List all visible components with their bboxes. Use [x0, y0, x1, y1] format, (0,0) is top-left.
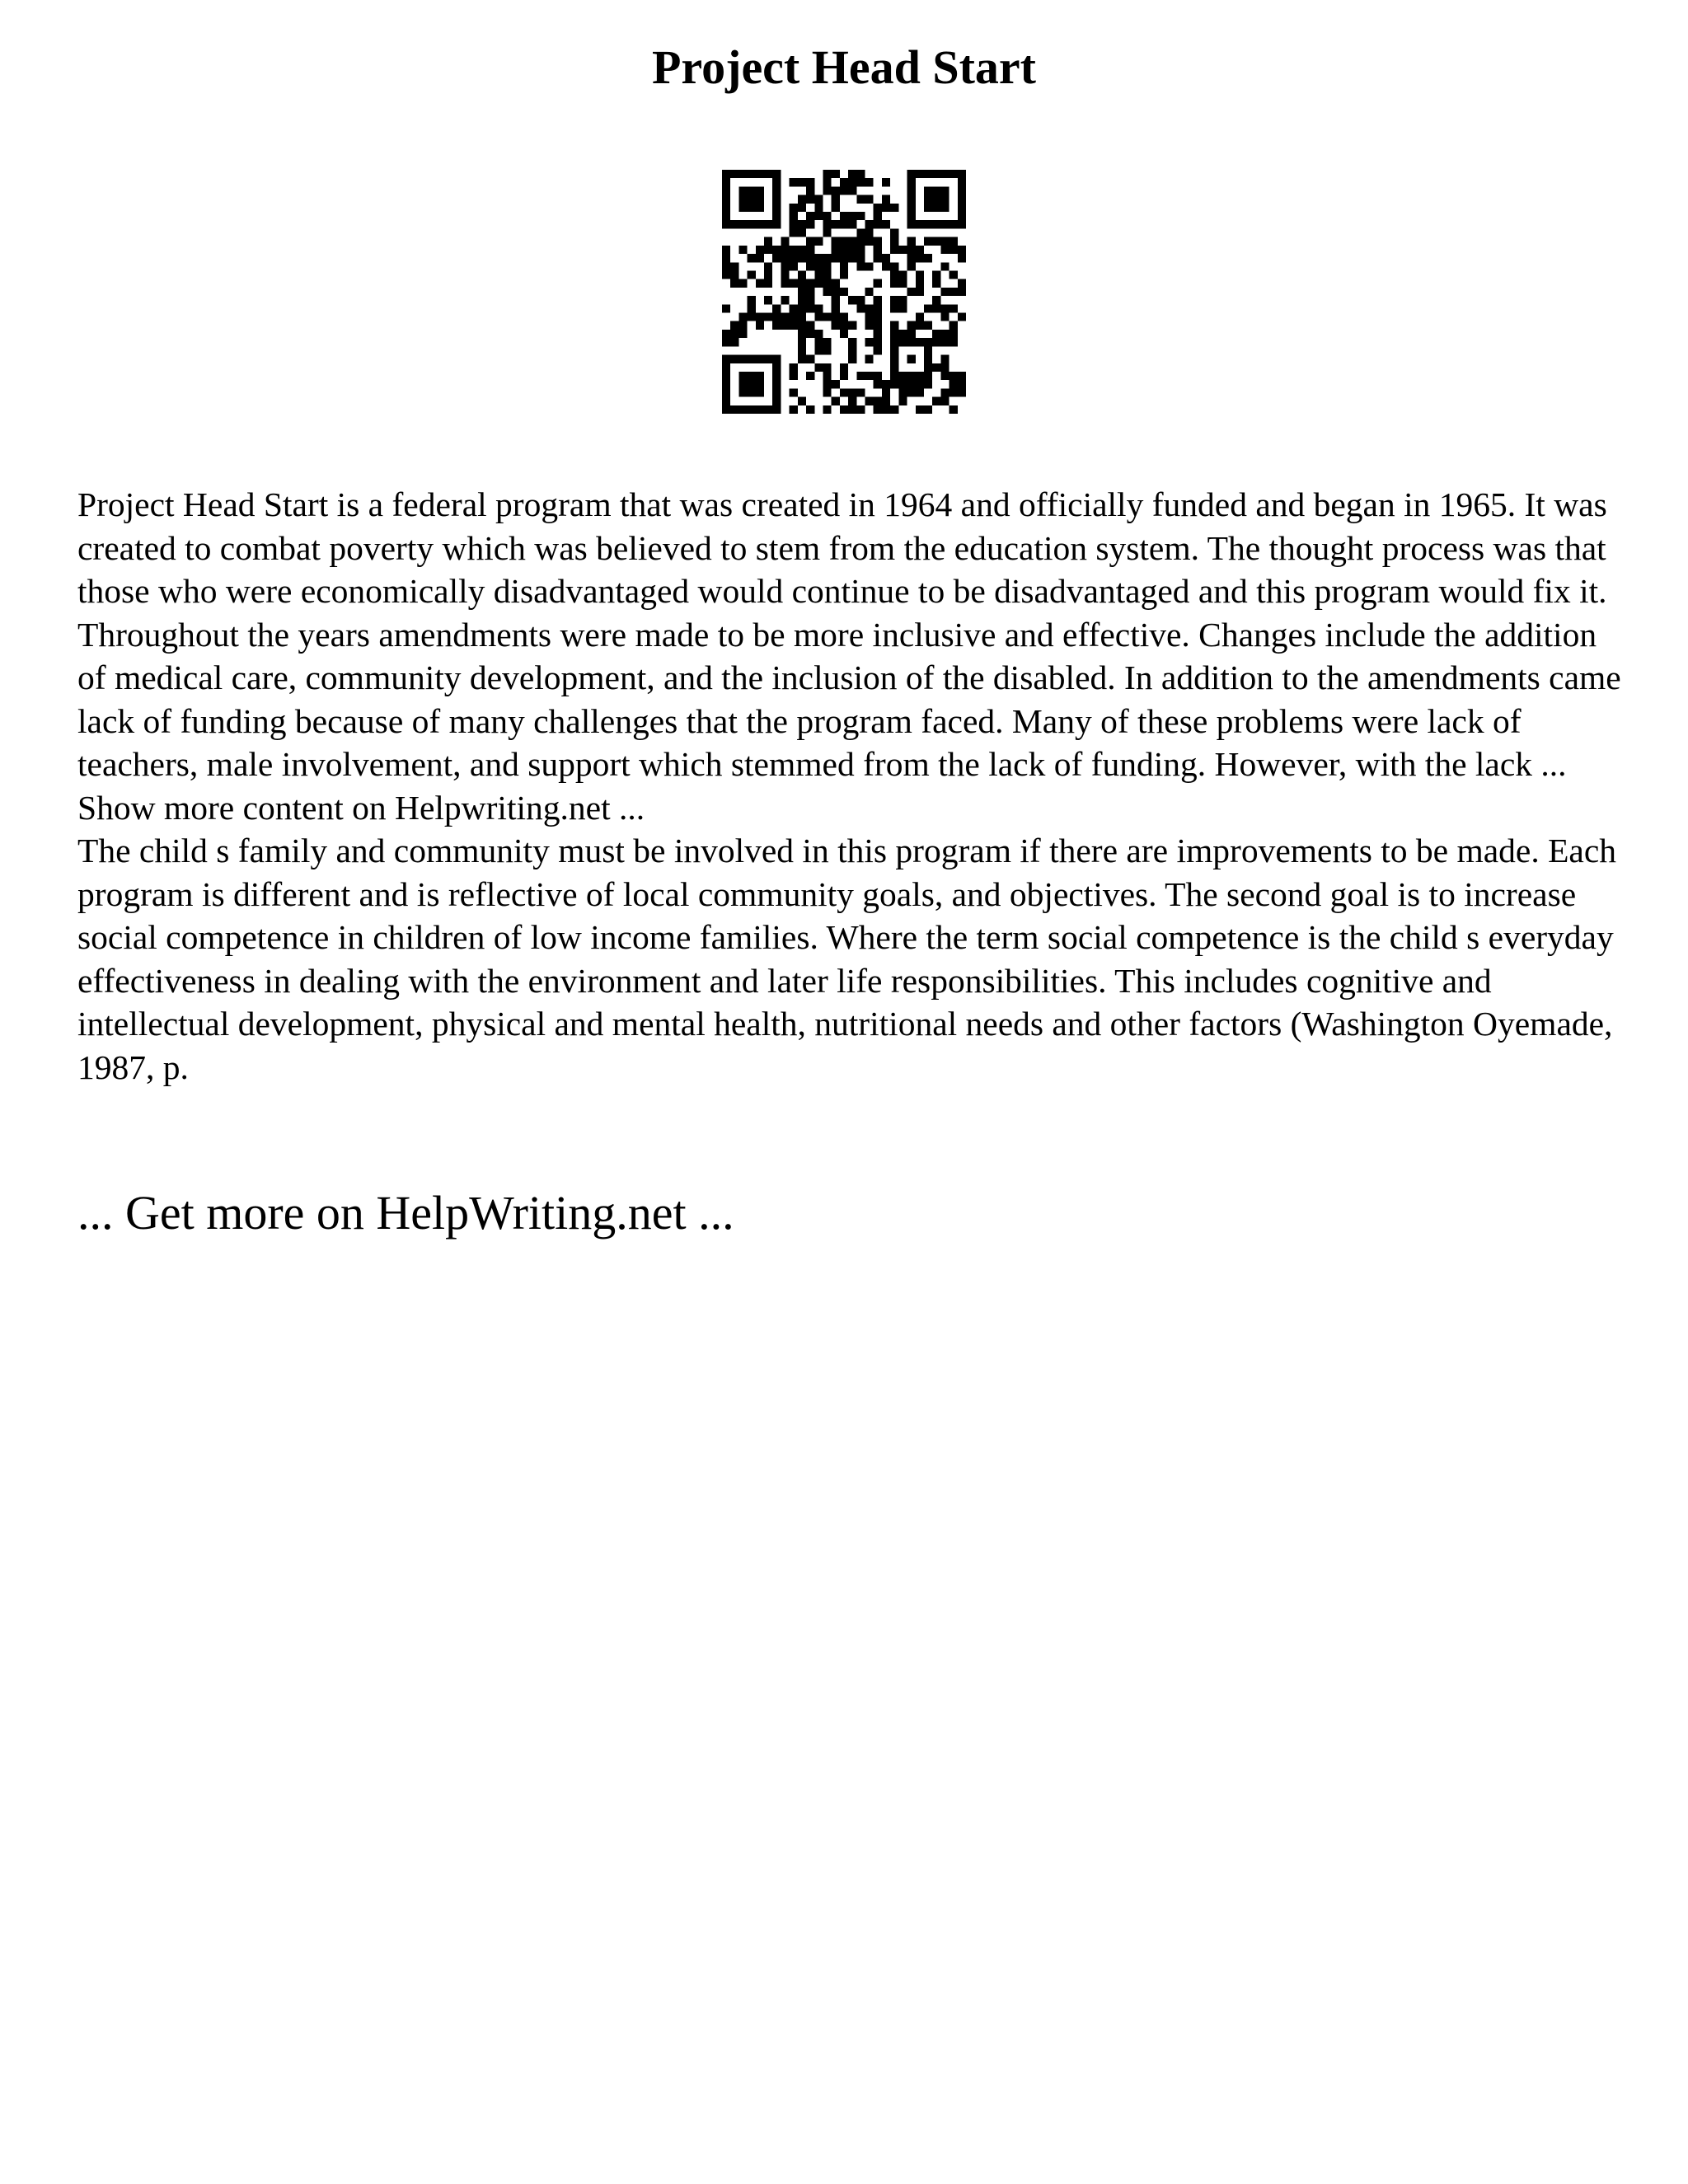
article-body — [77, 483, 1627, 1089]
get-more-link[interactable]: ... Get more on HelpWriting.net ... — [77, 1186, 734, 1240]
paragraph: Project Head Start is a federal program that was created in 1964 and officially funded and began in 1965. It was created to combat poverty which was believed to stem from the education system. The thought process was that those who were economically disadvantaged would continue to be disadvantaged and this program would fix it. Throughout the years amendments were made to be more inclusive and effective. Changes include the addition of medical care, community development, and the inclusion of the disabled. In addition to the amendments came lack of funding because of many challenges that the program faced. Many of these problems were lack of teachers, male involvement, and support which stemmed from the lack of funding. However, with the lack ... Show more content on Helpwriting.net ... — [77, 485, 1621, 827]
qr-code-icon — [722, 170, 966, 414]
paragraph: The child s family and community must be involved in this program if there are improvements to be made. Each program is different and is reflective of local community goals, and objectives. The second goal is to increase social competence in children of low income families. Where the term social competence is the child s everyday effectiveness in dealing with the environment and later life responsibilities. This includes cognitive and intellectual development, physical and mental health, nutritional needs and other factors (Washington Oyemade, 1987, p. — [77, 832, 1617, 1086]
page-title: Project Head Start — [652, 40, 1036, 94]
